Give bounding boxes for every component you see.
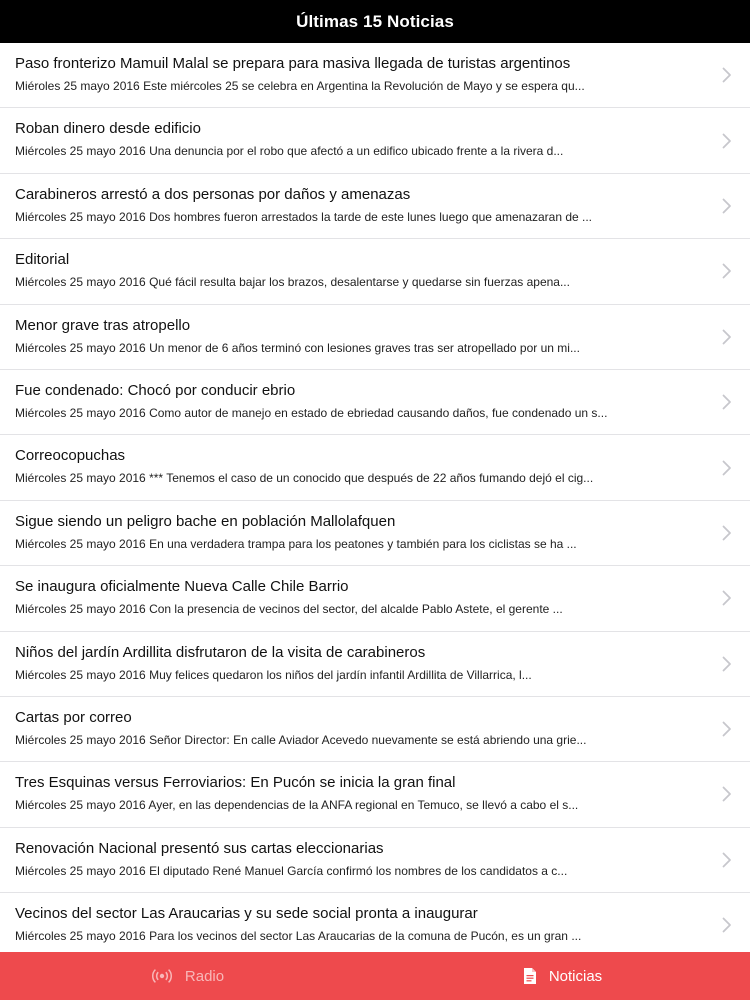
chevron-right-icon [722,263,732,279]
news-row[interactable] [0,239,750,304]
news-title: Fue condenado: Chocó por conducir ebrio [15,381,296,399]
document-icon [523,967,537,985]
news-summary: Miércoles 25 mayo 2016 Muy felices quedaron los niños del jardín infantil Ardillita de Villarrica, l... [15,667,532,682]
news-title: Paso fronterizo Mamuil Malal se prepara para masiva llegada de turistas argentinos [15,55,571,72]
news-title: Menor grave tras atropello [15,316,191,334]
news-summary: Miércoles 25 mayo 2016 El diputado René Manuel García confirmó los nombres de los candidatos a c... [15,863,568,878]
news-summary: Miércoles 25 mayo 2016 Para los vecinos del sector Las Araucarias de la comuna de Pucón, es un gran ... [15,929,582,944]
news-row[interactable] [0,305,750,370]
news-row[interactable] [0,632,750,697]
chevron-right-icon [722,590,732,606]
news-title: Se inaugura oficialmente Nueva Calle Chile Barrio [15,578,349,596]
chevron-right-icon [722,133,732,149]
chevron-right-icon [722,525,732,541]
news-row[interactable] [0,108,750,173]
news-title: Niños del jardín Ardillita disfrutaron de la visita de carabineros [15,643,426,661]
chevron-right-icon [722,198,732,214]
news-summary: Miércoles 25 mayo 2016 Como autor de manejo en estado de ebriedad causando daños, fue condenado un s... [15,405,608,420]
news-row[interactable] [0,893,750,952]
navigation-bar [0,0,750,43]
news-row[interactable] [0,174,750,239]
news-title: Roban dinero desde edificio [15,120,201,138]
chevron-right-icon [722,329,732,345]
news-row[interactable] [0,697,750,762]
news-summary: Miércoles 25 mayo 2016 Ayer, en las dependencias de la ANFA regional en Temuco, se llevó a cabo el s... [15,798,579,813]
tab-bar [0,952,750,1000]
chevron-right-icon [722,394,732,410]
news-row[interactable] [0,370,750,435]
chevron-right-icon [722,852,732,868]
news-summary: Miéroles 25 mayo 2016 Este miércoles 25 se celebra en Argentina la Revolución de Mayo y se espera qu... [15,79,585,93]
news-title: Sigue siendo un peligro bache en población Mallolafquen [15,512,396,530]
radio-broadcast-icon [151,968,173,984]
news-row[interactable] [0,566,750,631]
tab-radio-label: Radio [184,967,225,985]
news-list[interactable] [0,43,750,952]
news-summary: Miércoles 25 mayo 2016 *** Tenemos el caso de un conocido que después de 22 años fumando dejó el cig... [15,471,594,486]
news-summary: Miércoles 25 mayo 2016 Con la presencia de vecinos del sector, del alcalde Pablo Astete, el gerente ... [15,602,563,617]
news-row[interactable] [0,828,750,893]
chevron-right-icon [722,786,732,802]
chevron-right-icon [722,721,732,737]
chevron-right-icon [722,656,732,672]
news-title: Correocopuchas [15,447,126,465]
news-row[interactable] [0,435,750,500]
news-row[interactable] [0,762,750,827]
news-summary: Miércoles 25 mayo 2016 Señor Director: En calle Aviador Acevedo nuevamente se está abriendo una grie... [15,732,587,747]
news-summary: Miércoles 25 mayo 2016 Una denuncia por el robo que afectó a un edifico ubicado frente a la rivera d... [15,144,564,159]
news-title: Renovación Nacional presentó sus cartas eleccionarias [15,839,384,857]
news-title: Editorial [15,251,70,269]
news-summary: Miércoles 25 mayo 2016 En una verdadera trampa para los peatones y también para los ciclistas se ha ... [15,536,577,551]
news-row[interactable] [0,501,750,566]
chevron-right-icon [722,917,732,933]
news-title: Carabineros arrestó a dos personas por daños y amenazas [15,185,411,203]
news-summary: Miércoles 25 mayo 2016 Un menor de 6 años terminó con lesiones graves tras ser atropellado por un mi... [15,340,580,355]
news-title: Cartas por correo [15,708,132,726]
news-title: Vecinos del sector Las Araucarias y su sede social pronta a inaugurar [15,905,478,923]
tab-noticias[interactable] [375,952,750,1000]
chevron-right-icon [722,67,732,83]
tab-radio[interactable] [0,952,375,1000]
news-title: Tres Esquinas versus Ferroviarios: En Pucón se inicia la gran final [15,774,456,792]
page-title: Últimas 15 Noticias [296,11,454,31]
news-row[interactable] [0,43,750,108]
news-summary: Miércoles 25 mayo 2016 Dos hombres fueron arrestados la tarde de este lunes luego que amenazaran de ... [15,209,593,224]
tab-noticias-label: Noticias [548,967,603,985]
chevron-right-icon [722,460,732,476]
news-summary: Miércoles 25 mayo 2016 Qué fácil resulta bajar los brazos, desalentarse y quedarse sin fuerzas apena... [15,275,570,290]
